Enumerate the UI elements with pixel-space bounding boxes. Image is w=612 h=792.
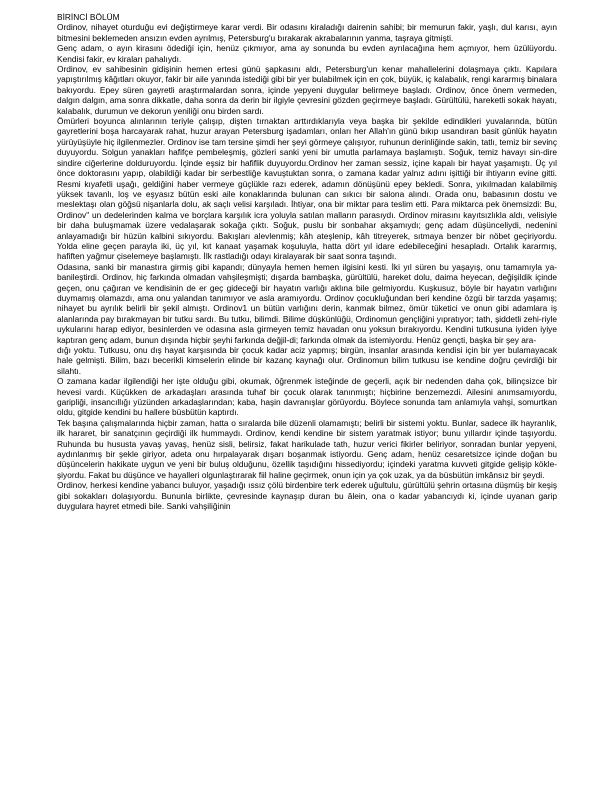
paragraph-6: dığı yoktu. Tutkusu, onu dış hayat karşısında bir çocuk kadar aciz yapmış; birgün, insanlar arasında kendisi için bir yer bulamayacak hale gelmişti. Bilim, bazı becerikli kimselerin elinde bir kazanç kaynağı olur. Ordinomun bilim tutkusu ise kendine doğru çevirdiği bir silahtı. <box>57 345 557 376</box>
paragraph-2: Genç adam, o ayın kirasını ödediği için, henüz çıkmıyor, ama ay sonunda bu evden ayrılacağına hem açmıyor, hem üzülüyordu. Kendisi fakir, ev kiraları pahalıydı. <box>57 43 557 64</box>
paragraph-5: Odasına, sanki bir manastıra girmiş gibi kapandı; dünyayla hemen hemen ilgisini kesti. İki yıl süren bu yaşayış, onu tamamıyla ya-banileştirdi. Ordinov, hiç farkında olmadan vahşileşmişti; dışarda bambaşka, gürültülü, hareket dolu, daima heyecan, değişildik içinde geçen, onu çağıran ve kendisinin de er geç gideceği bir hayatın varlığı aklına bile gelmiyordu. Kuşkusuz, böyle bir hayatın varlığını duymamış olamazdı, ama onu yalandan tanımıyor ve asla aramıyordu. Ordinov çocukluğundan beri kendine özgü bir tarzda yaşamış; nihayet bu ayrılık belirli bir şekil almıştı. Ordinov1 un bütün varlığını derin, kanmak bilmez, ömür tüketici ve onun gibi adamlara iş alanlarında pay bırakmayan bir tutku sardı. Bu tutku, bilimdi. Bilime düşkünlüğü, Ordinomun gençliğini yıpratıyor; tath, şiddetli zehi-riyle uykularını harap ediyor, besinlerden ve odasına asla girmeyen temiz havadan onu yoksun bırakıyordu. Kendini tutkusuna iyiden iyiye kaptıran genç adam, bunun dışında hiçbir şeyhi farkında değjil-di; farkında olmak da istemiyordu. Henüz gençti, başka bir şey ara- <box>57 261 557 345</box>
paragraph-9: Ordinov, herkesi kendine yabancı buluyor, yaşadığı ıssız çölü birdenbire terk ederek uğultulu, gürültülü şehrin ortasına düşmüş bir keşiş gibi sokakları dolaşıyordu. Bununla birlikte, çevresinde kaynaşıp duran bu âlein, ona o kadar yabancıydı ki, içinde uyanan garip duygulara hayret etmedi bile. Sanki vahşiliğinin <box>57 480 557 512</box>
document-page <box>57 12 557 512</box>
paragraph-7: O zamana kadar ilgilendiği her işte olduğu gibi, okumak, öğrenmek isteğinde de geçerli, açık bir nedenden daha çok, bilinçsizce bir hevesi vardı. Küçükken de arkadaşları arasında tuhaf bir çocuk olarak tanınmıştı; hiçbirine benzemezdi. Ailesini anımsamıyordu, garipliği, insancıllığı yüzünden arkadaşlarından; kaba, haşin davranışlar görüyordu. Böylece sonunda tam anlamıyla vahşi, somurtkan oldu, gitgide kendini bu hallere büsbütün kaptırdı. <box>57 376 557 418</box>
chapter-heading: BİRİNCİ BÖLÜM <box>57 12 120 22</box>
paragraph-8: Tek başına çalışmalarında hiçbir zaman, hatta o sıralarda bile düzenli olamamıştı; belirli bir sistemi yoktu. Bunlar, sadece ilk hayranlık, ilk hararet, bir sanatçının geçirdiği ilk hummaydı. Ordinov, kendi kendine bir sistem yaratmak istiyor; bunu yıllardır içinde taşıyordu. Ruhunda bu hususta yavaş yavaş, henüz sisli, belirsiz, fakat harikulade tath, huzur verici fikirler beliriyor, sonradan bunlar yepyeni, aydınlanmış bir şekle giriyor, adeta onu hırpalayarak dışarı boşanmak istiyordu. Genç adam, henüz cesaretsizce içinde doğan bu düşüncelerin hakikate uygun ve yeni bir buluş olduğunu, özellik taşıdığını hissediyordu; içindeki yaratma kuvveti gitgide gelişip kökle-şiyordu. Fakat bu düşünce ve hayalleri olgunlaştırarak fiil haline geçirmek, onun için ya çok uzak, ya da büsbütün imkânsız bir şeydi. <box>57 417 557 480</box>
paragraph-3: Ordinov, ev sahibesinin gidişinin hemen ertesi günü şapkasını aldı, Petersburg'un kenar mahallelerini dolaşmaya çıktı. Kapılara yapıştırılmış kâğıtları okuyor, fakir bir aile yanında istediği gibi bir yer bulabilmek için en çok, büyük, iç kalabalık, rengi kararmış binalara bakıyordu. Epey süren gayretli araştırmalardan sonra, içinde yepyeni duygular belirmeye başladı. Ordinov, önce önem vermeden, dalgın dalgın, ama sonra dikkatle, daha sonra da derin bir ilgiyle çevresini gözden geçirmeye başladı. Gürültülü, hareketli sokak hayatı, kalabalık, durumun ve dekorun yeniliği onu birden sardı. <box>57 64 557 116</box>
paragraph-1: Ordinov, nihayet oturduğu evi değiştirmeye karar verdi. Bir odasını kiraladığı dairenin sahibi; bir memurun fakir, yaşlı, dul karısı, ayın bitmesini beklemeden ansızın evden ayrılmış, Petersburg'u bırakarak akrabalarının yanma, taşraya gitmişti. <box>57 22 557 43</box>
paragraph-4: Ömürleri boyunca alınlarının teriyle çalışıp, dişten tırnaktan arttırdıklarıyla veya başka bir şekilde edindikleri yuvalarında, bütün gayretlerini boşa harcayarak rahat, huzur arayan Petersburg işadamları, onları her Allah'ın günü bıkıp usandıran basit günlük hayatın yürüyüşüyle hiç ilgilenmezler. Ordinov ise tam tersine şimdi her şeyi görmeye çalışıyor, ruhunun derinliğinde sakin, tatlı, temiz bir sevinç duyuyordu. Solgun yanakları hafifçe pembeleşmiş, gözleri sanki yeni bir umutla parlamaya başlamıştı. Soğuk, temiz havayı sin-dire sindire ciğerlerine dolduruyordu. İçinde eşsiz bir hafiflik duyuyordu.Ordinov her zaman sessiz, içine kapalı bir hayat yaşamıştı. Üç yıl önce doktorasını yapıp, olabildiği kadar bir serbestliğe kavuştuktan sonra, o zamana kadar yalnız adını işittiği bir ihtiyarın evine gitti. Resmi kıyafetli uşağı, geldiğini haber vermeye güçlükle razı ederek, adamın dönüşünü epey bekledi. Sonra, yıkılmadan kalabilmiş yüksek tavanlı, loş ve eşyasız bütün eski aile konaklarında bulunan can sıkıcı bir salona alındı. Orada onu, babasının dostu ve meslektaşı olan göğsü nişanlarla dolu, ak saçlı velisi karşıladı. İhtiyar, ona bir miktar para teslim etti. Para miktarca pek önemsizdi: Bu, Ordinov" un dedelerinden kalma ve borçlara karşılık icra yoluyla satılan malların parasıydı. Ordinov mirasını kayıtsızlıkla aldı, velisiyle bir daha buluşmamak üzere vedalaşarak sokağa çıktı. Soğuk, puslu bir sonbahar akşamıydı; genç adam düşünceliydi, nedenini anlayamadığı bir hüzün kalbini sıkıyordu. Bakışları alevlenmiş; kâh ateşlenip, kâh titreyerek, sıtmaya benzer bir nöbet geçiriyordu. Yolda eline geçen parayla iki, üç yıl, kıt kanaat yaşamak koşuluyla, hatta dört yıl idare edebileceğini hesapladı. Ortalık kararmış, hafiften yağmur çiselemeye başlamıştı. İlk rastladığı odayı kiralayarak bir saat sonra taşındı. <box>57 116 557 262</box>
